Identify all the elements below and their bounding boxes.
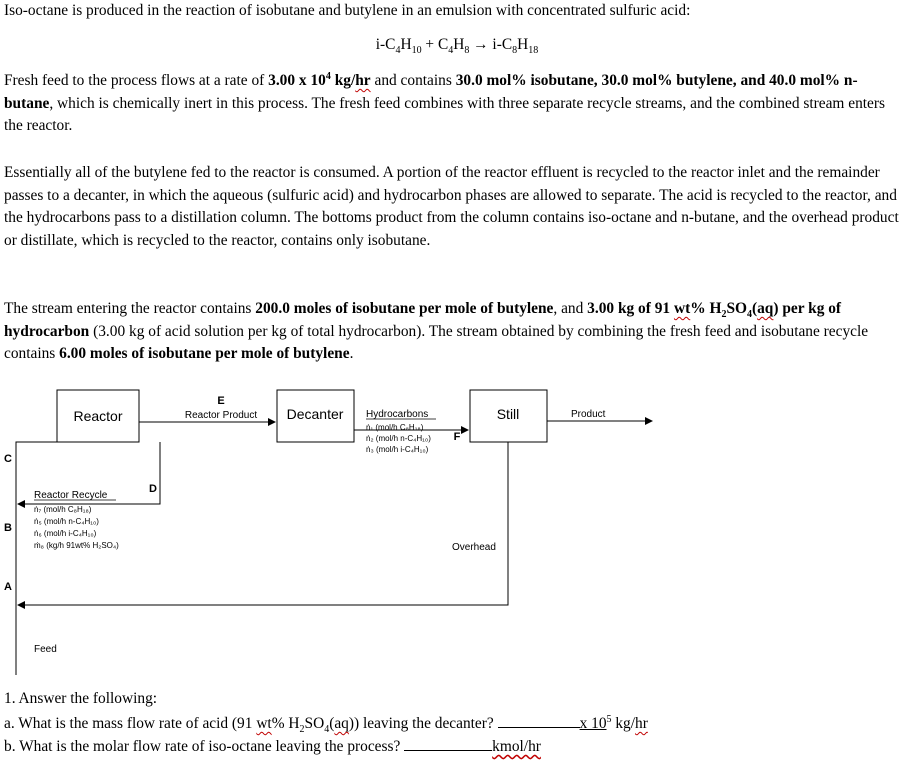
- n2-label: ṅ₂ (mol/h n-C₄H₁₀): [366, 434, 431, 443]
- m8-label: ṁ₈ (kg/h 91wt% H₂SO₄): [34, 541, 119, 550]
- process-paragraph: Essentially all of the butylene fed to the reactor is consumed. A portion of the reactor effluent is recycled to the reactor inlet and the remainder passes to a decanter, in which the aqueous (sulfuric acid) and hydrocarbon phases are allowed to separate. The acid is recycled to the reactor, and the hydrocarbons pass to a distillation column. The bottoms product from the column contains iso-octane and n-butane, and the overhead product or distillate, which is recycled to the reactor, contains only isobutane.: [4, 164, 899, 249]
- n1-label: ṅ₁ (mol/h C₈H₁₈): [366, 423, 424, 432]
- answer-a-blank[interactable]: [498, 713, 580, 728]
- reaction-equation: $i-C_4H_{10} + C_4H_8 \to i-C_8H_{18}$: [375, 36, 539, 57]
- question-b: b. What is the molar flow rate of iso-octane leaving the process? kmol/hr: [4, 738, 541, 755]
- process-flow-diagram: [0, 385, 914, 675]
- stream-c-label: C: [4, 453, 12, 465]
- stream-c-line: [16, 442, 57, 450]
- hydrocarbons-label: Hydrocarbons: [366, 409, 429, 420]
- stream-d-label: D: [149, 483, 157, 495]
- still-label: Still: [496, 406, 520, 422]
- n3-label: ṅ₃ (mol/h i-C₄H₁₀): [366, 445, 429, 454]
- questions-header: 1. Answer the following:: [4, 690, 158, 707]
- stream-a-label: A: [4, 581, 12, 593]
- question-a: a. What is the mass flow rate of acid (91 wt% $H_2SO_4(aq)$) leaving the decanter? x $10^5$ kg/hr: [4, 713, 648, 736]
- intro-text: Iso-octane is produced in the reaction of isobutane and butylene in an emulsion with concentrated sulfuric acid:: [4, 2, 691, 19]
- reactor-product-label: Reactor Product: [184, 410, 258, 421]
- acid-ratio: 3.00 kg of 91 wt% $H_2SO_4(aq)$ per kg of hydrocarbon: [4, 300, 842, 340]
- feed-composition: 30.0 mol% isobutane, 30.0 mol% butylene, and 40.0 mol% n-butane: [4, 72, 858, 112]
- stream-f-label: F: [453, 431, 461, 443]
- feed-paragraph: Fresh feed to the process flows at a rate of 3.00 x $10^4$ kg/hr and contains 30.0 mol% isobutane, 30.0 mol% butylene, and 40.0 mol% n-butane, which is chemically inert in this process. The fresh feed combines with three separate recycle streams, and the combined stream enters the reactor.: [4, 70, 885, 135]
- reactor-label: Reactor: [73, 408, 123, 424]
- stream-e-label: E: [217, 395, 225, 407]
- feed-rate: 3.00 x $10^4$ kg/hr: [268, 70, 371, 89]
- feed-label: Feed: [34, 644, 57, 655]
- answer-b-blank[interactable]: [404, 736, 492, 751]
- ratio-paragraph: The stream entering the reactor contains 200.0 moles of isobutane per mole of butylene, and 3.00 kg of 91 wt% $H_2SO_4(aq)$ per kg of hydrocarbon (3.00 kg of acid solution per kg of total hydrocarbon). The stream obtained by combining the fresh feed and isobutane recycle contains 6.00 moles of isobutane per mole of butylene.: [4, 300, 869, 363]
- n7-label: ṅ₇ (mol/h C₈H₁₈): [34, 505, 92, 514]
- decanter-label: Decanter: [286, 406, 344, 422]
- n6-label: ṅ₆ (mol/h i-C₄H₁₀): [34, 529, 97, 538]
- stream-b-label: B: [4, 522, 12, 534]
- overhead-label: Overhead: [452, 542, 496, 553]
- reactor-recycle-label: Reactor Recycle: [34, 490, 108, 501]
- product-label: Product: [571, 409, 606, 420]
- n5-label: ṅ₅ (mol/h n-C₄H₁₀): [34, 517, 99, 526]
